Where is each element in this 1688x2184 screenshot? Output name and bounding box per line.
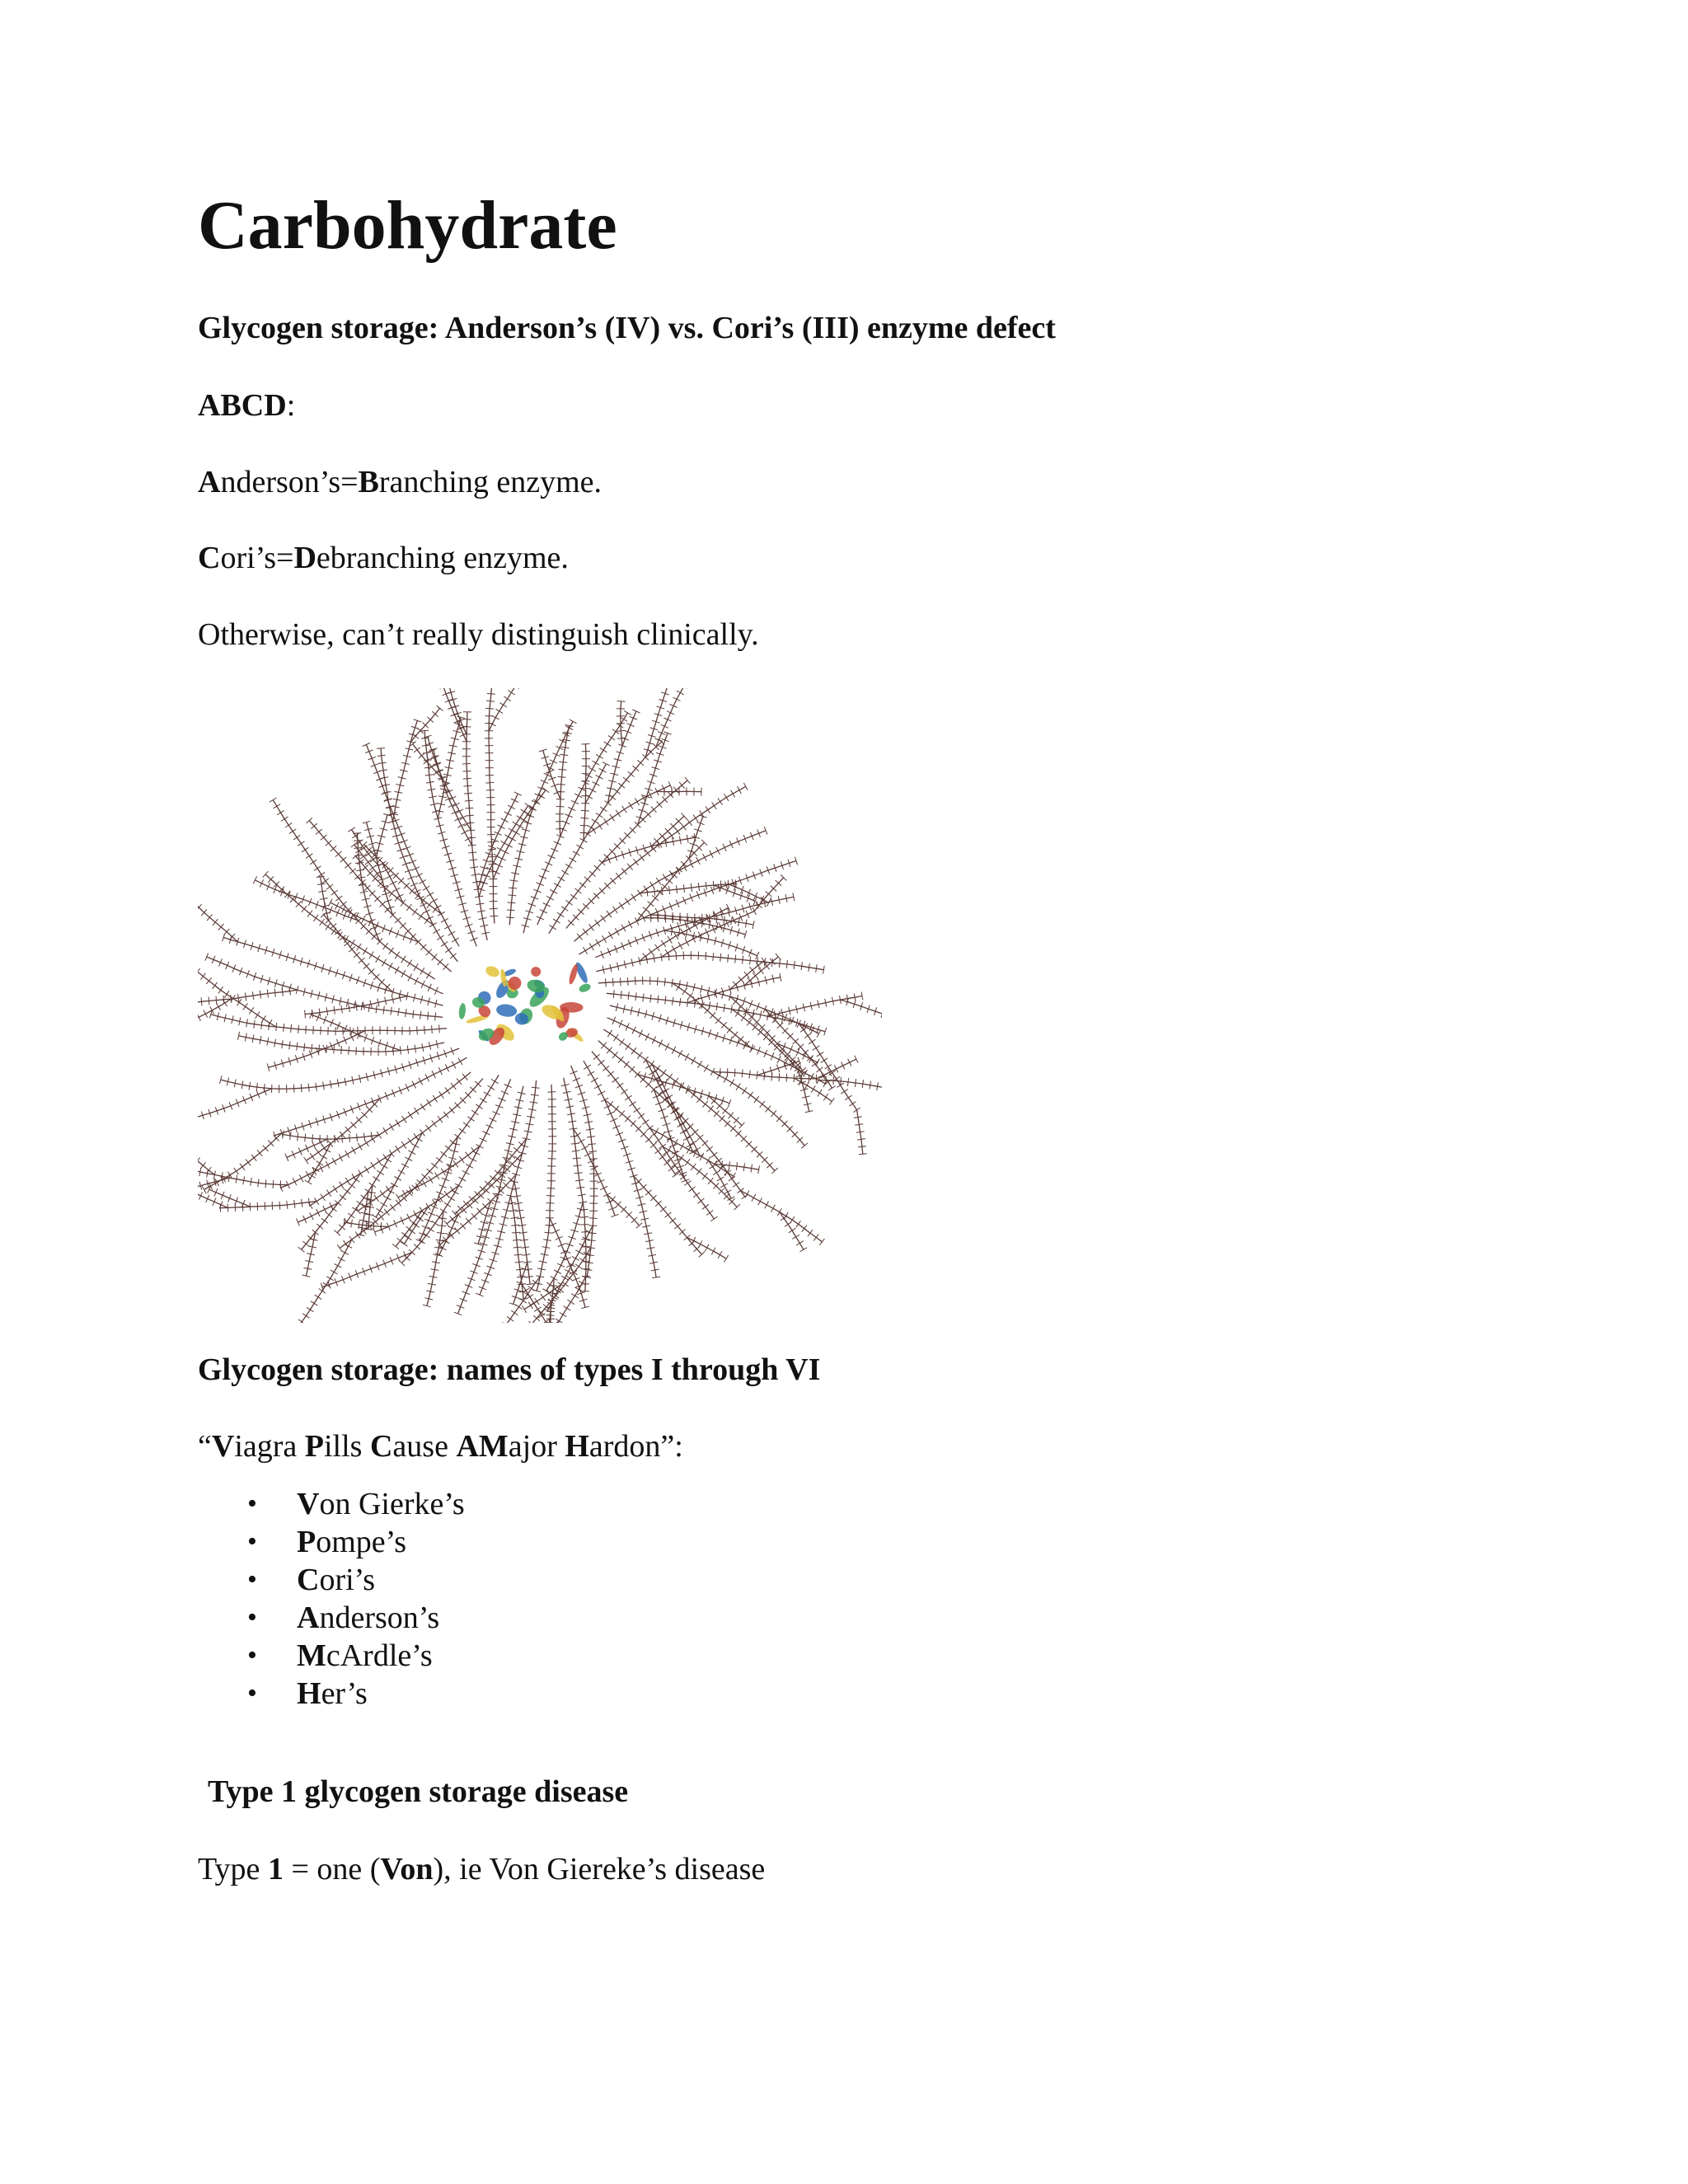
section-heading-type1: Type 1 glycogen storage disease — [208, 1774, 629, 1809]
text-run: nderson’s= — [220, 465, 359, 499]
bold-letter: H — [565, 1429, 589, 1464]
glycogen-molecule-figure — [198, 688, 882, 1323]
type1-line — [198, 1851, 765, 1887]
glycogenin-core — [445, 954, 602, 1057]
page-title: Carbohydrate — [198, 187, 617, 264]
text-run: ), ie Von Giereke’s disease — [433, 1852, 766, 1886]
bold-letter: A — [198, 465, 221, 499]
text-run: nderson’s — [319, 1601, 440, 1635]
mnemonic-abcd-label: ABCD — [198, 388, 287, 423]
bold-letter: AM — [456, 1429, 509, 1464]
bold-letter: D — [293, 541, 316, 575]
text-run: cArdle’s — [326, 1638, 433, 1673]
bold-letter: C — [297, 1563, 320, 1597]
list-item — [247, 1637, 465, 1675]
andersons-line — [198, 464, 602, 500]
bold-letter: V — [297, 1487, 320, 1521]
bold-letter: C — [198, 541, 221, 575]
bold-letter: V — [211, 1429, 235, 1464]
coris-line — [198, 540, 569, 576]
glycogen-types-list — [247, 1485, 465, 1713]
text-run: = one ( — [283, 1852, 381, 1886]
section-heading-anderson-cori: Glycogen storage: Anderson’s (IV) vs. Cori’s (III) enzyme defect — [198, 311, 1056, 345]
bold-letter: C — [369, 1429, 393, 1464]
text-run: ranching enzyme. — [378, 465, 603, 499]
bold-letter: P — [297, 1525, 316, 1559]
bold-letter: A — [297, 1601, 320, 1635]
text-run: ompe’s — [316, 1525, 406, 1559]
text-run: ebranching enzyme. — [316, 541, 569, 575]
list-item — [247, 1599, 465, 1637]
text-run: ardon”: — [588, 1429, 683, 1464]
bold-letter: H — [297, 1676, 321, 1711]
mnemonic-viagra — [198, 1428, 683, 1465]
bold-letter: Von — [380, 1852, 434, 1886]
section-heading-types: Glycogen storage: names of types I through VI — [198, 1352, 821, 1387]
text-run: ause — [392, 1429, 457, 1464]
mnemonic-abcd-colon: : — [286, 388, 296, 423]
list-item — [247, 1675, 465, 1713]
text-run: on Gierke’s — [319, 1487, 465, 1521]
mnemonic-abcd — [198, 387, 295, 424]
bold-letter: P — [304, 1429, 324, 1464]
text-run: ills — [324, 1429, 370, 1464]
list-item — [247, 1523, 465, 1561]
text-run: ajor — [508, 1429, 565, 1464]
bold-letter: B — [358, 465, 379, 499]
text-run: ori’s — [319, 1563, 376, 1597]
list-item — [247, 1485, 465, 1523]
text-run: er’s — [321, 1676, 368, 1711]
list-item — [247, 1561, 465, 1599]
bold-letter: M — [297, 1638, 326, 1673]
bold-letter: 1 — [267, 1852, 284, 1886]
text-run: iagra — [234, 1429, 305, 1464]
text-run: Type — [198, 1852, 268, 1886]
text-run: ori’s= — [220, 541, 294, 575]
glycogen-molecule-illustration — [198, 688, 882, 1323]
text-run: “ — [198, 1429, 212, 1464]
otherwise-line: Otherwise, can’t really distinguish clinically. — [198, 617, 759, 652]
